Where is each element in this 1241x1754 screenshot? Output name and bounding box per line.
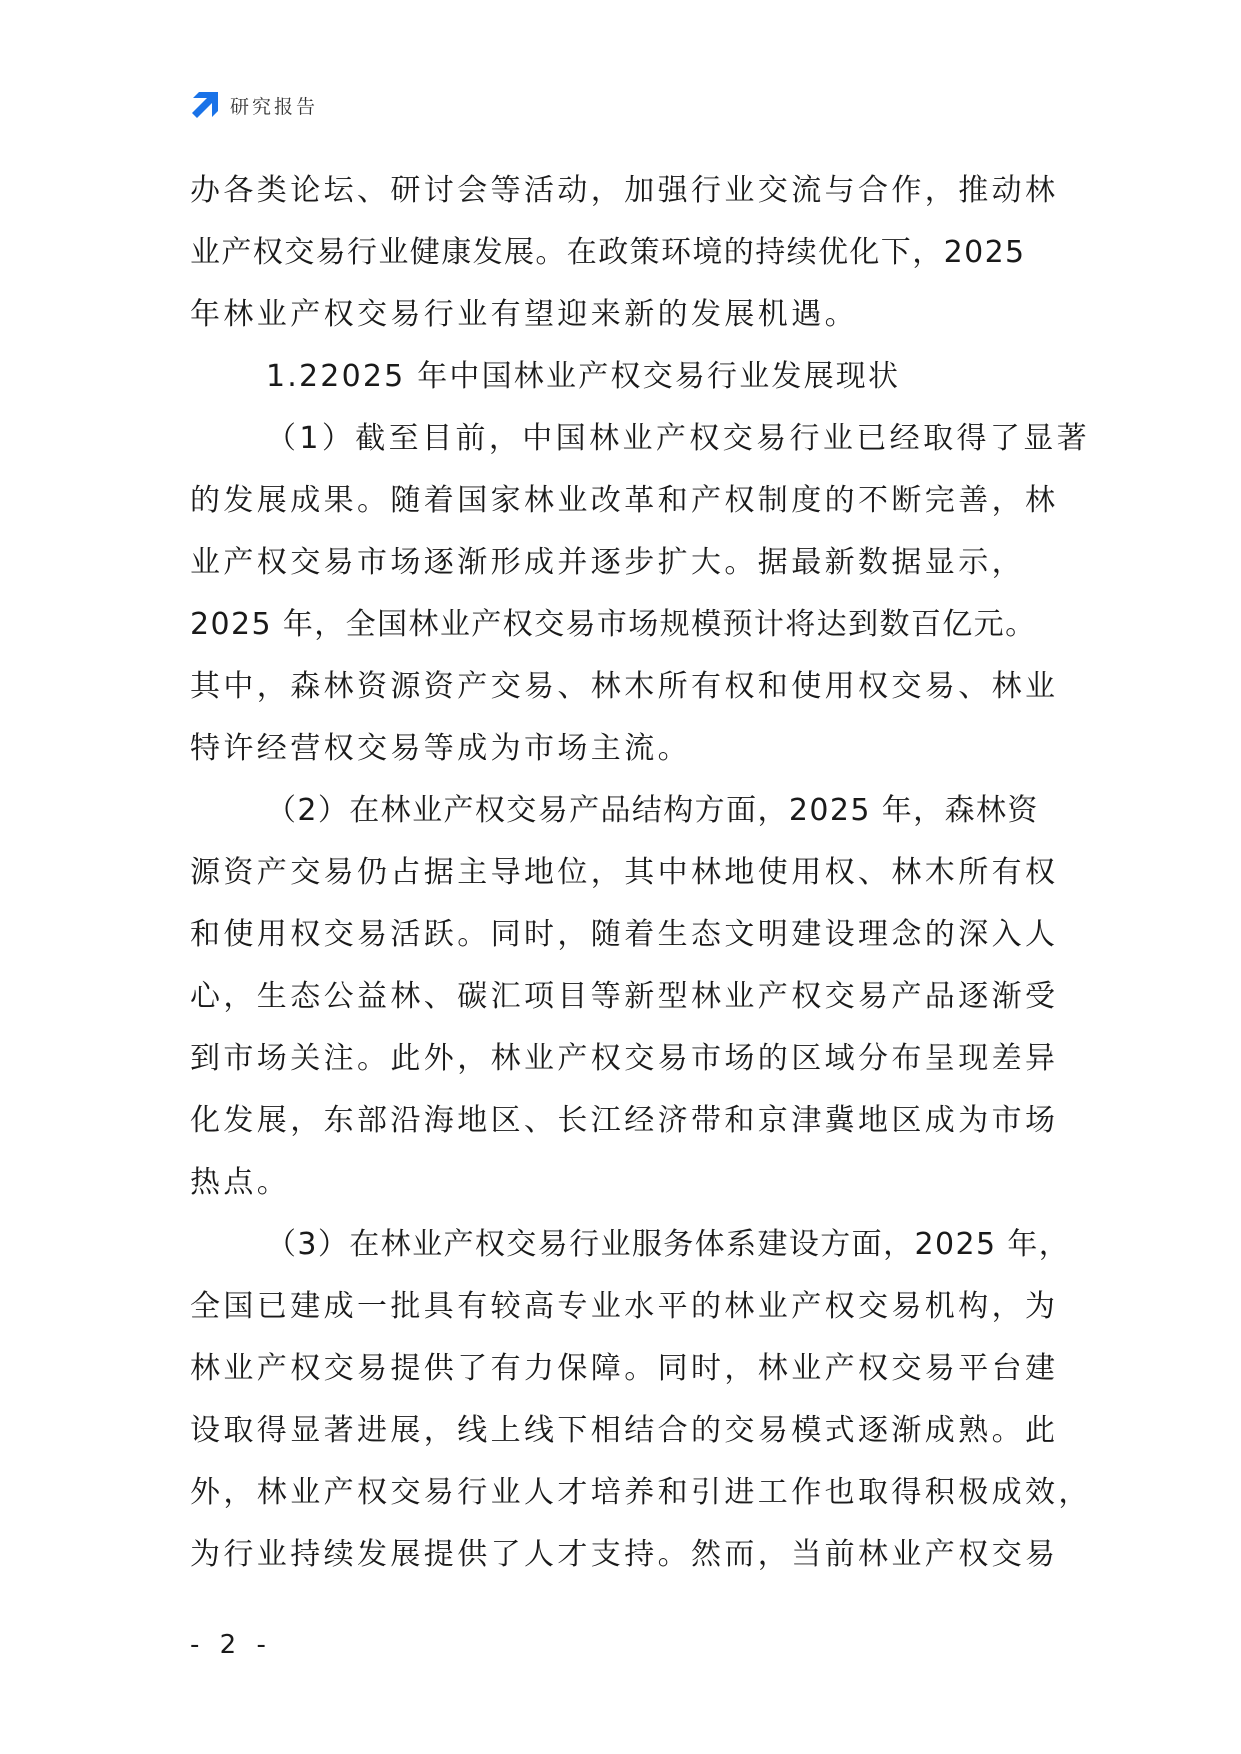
text-line: 化发展，东部沿海地区、长江经济带和京津冀地区成为市场 (190, 1103, 1059, 1138)
text-line: （2）在林业产权交易产品结构方面，2025 年，森林资 (266, 793, 1039, 828)
text-line: 年林业产权交易行业有望迎来新的发展机遇。 (190, 297, 858, 332)
text-line: 的发展成果。随着国家林业改革和产权制度的不断完善，林 (190, 483, 1059, 518)
text-line: 办各类论坛、研讨会等活动，加强行业交流与合作，推动林 (190, 173, 1059, 208)
text-line: 其中，森林资源资产交易、林木所有权和使用权交易、林业 (190, 669, 1059, 704)
text-line: 心，生态公益林、碳汇项目等新型林业产权交易产品逐渐受 (190, 979, 1059, 1014)
page-number: - 2 - (190, 1630, 272, 1660)
text-line: 外，林业产权交易行业人才培养和引进工作也取得积极成效， (190, 1475, 1092, 1510)
text-line: 为行业持续发展提供了人才支持。然而，当前林业产权交易 (190, 1537, 1059, 1572)
text-line: 热点。 (190, 1165, 291, 1200)
text-line: 林业产权交易提供了有力保障。同时，林业产权交易平台建 (190, 1351, 1059, 1386)
text-line: 业产权交易行业健康发展。在政策环境的持续优化下，2025 (190, 235, 1026, 270)
text-line: 全国已建成一批具有较高专业水平的林业产权交易机构，为 (190, 1289, 1059, 1324)
text-line: （1）截至目前，中国林业产权交易行业已经取得了显著 (266, 421, 1091, 456)
section-heading: 1.22025 年中国林业产权交易行业发展现状 (266, 359, 901, 394)
text-line: 业产权交易市场逐渐形成并逐步扩大。据最新数据显示， (190, 545, 1025, 580)
text-line: （3）在林业产权交易行业服务体系建设方面，2025 年， (266, 1227, 1071, 1262)
text-line: 到市场关注。此外，林业产权交易市场的区域分布呈现差异 (190, 1041, 1059, 1076)
report-header (190, 88, 318, 122)
text-line: 2025 年，全国林业产权交易市场规模预计将达到数百亿元。 (190, 607, 1037, 642)
arrow-up-right-icon (190, 90, 220, 120)
header-title: 研究报告 (230, 95, 319, 118)
text-line: 和使用权交易活跃。同时，随着生态文明建设理念的深入人 (190, 917, 1059, 952)
document-body (190, 160, 1092, 1586)
text-line: 设取得显著进展，线上线下相结合的交易模式逐渐成熟。此 (190, 1413, 1059, 1448)
text-line: 源资产交易仍占据主导地位，其中林地使用权、林木所有权 (190, 855, 1059, 890)
text-line: 特许经营权交易等成为市场主流。 (190, 731, 691, 766)
